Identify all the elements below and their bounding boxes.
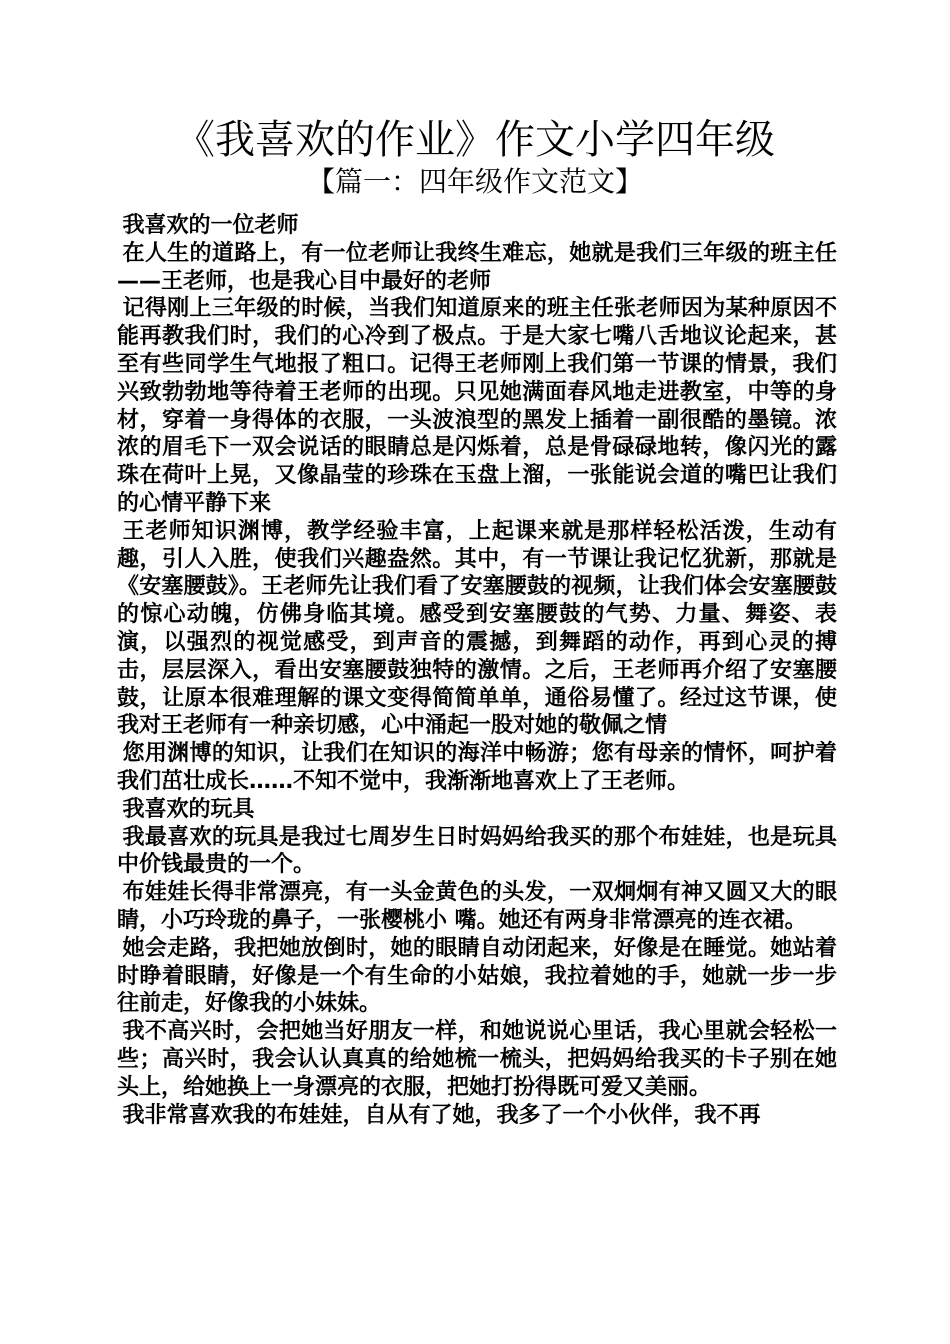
- document-title: 《我喜欢的作业》作文小学四年级: [175, 117, 775, 163]
- paragraph: 我不高兴时，会把她当好朋友一样，和她说说心里话，我心里就会轻松一些；高兴时，我会认认真真的给她梳一梳头，把妈妈给我买的卡子别在她头上，给她换上一身漂亮的衣服，把她打扮得既可爱又美丽。: [117, 1019, 837, 1100]
- document-subtitle: 【篇一：四年级作文范文】: [306, 165, 643, 198]
- section-heading-teacher: 我喜欢的一位老师: [122, 213, 299, 238]
- paragraph: 记得刚上三年级的时候，当我们知道原来的班主任张老师因为某种原因不能再教我们时，我们的心冷到了极点。于是大家七嘴八舌地议论起来，甚至有些同学生气地报了粗口。记得王老师刚上我们第一节课的情景，我们兴致勃勃地等待着王老师的出现。只见她满面春风地走进教室，中等的身材，穿着一身得体的衣服，一头波浪型的黑发上插着一副很酷的墨镜。浓浓的眉毛下一双会说话的眼睛总是闪烁着，总是骨碌碌地转，像闪光的露珠在荷叶上晃，又像晶莹的珍珠在玉盘上溜，一张能说会道的嘴巴让我们的心情平静下来: [117, 296, 837, 516]
- paragraph: 王老师知识渊博，教学经验丰富，上起课来就是那样轻松活泼，生动有趣，引人入胜，使我们兴趣盎然。其中，有一节课让我记忆犹新，那就是《安塞腰鼓》。王老师先让我们看了安塞腰鼓的视频，让我们体会安塞腰鼓的惊心动魄，仿佛身临其境。感受到安塞腰鼓的气势、力量、舞姿、表演，以强烈的视觉感受，到声音的震撼，到舞蹈的动作，再到心灵的搏击，层层深入，看出安塞腰鼓独特的激情。之后，王老师再介绍了安塞腰鼓，让原本很难理解的课文变得简简单单，通俗易懂了。经过这节课，使我对王老师有一种亲切感，心中涌起一股对她的敬佩之情: [117, 518, 837, 739]
- document-body: [117, 212, 837, 1129]
- paragraph: 她会走路，我把她放倒时，她的眼睛自动闭起来，好像是在睡觉。她站着时睁着眼睛，好像是一个有生命的小姑娘，我拉着她的手，她就一步一步往前走，好像我的小妹妹。: [117, 935, 837, 1017]
- paragraph: 在人生的道路上，有一位老师让我终生难忘，她就是我们三年级的班主任——王老师，也是我心目中最好的老师: [117, 240, 837, 294]
- paragraph: 我最喜欢的玩具是我过七周岁生日时妈妈给我买的那个布娃娃，也是玩具中价钱最贵的一个。: [117, 824, 837, 878]
- paragraph: 我非常喜欢我的布娃娃，自从有了她，我多了一个小伙伴，我不再: [122, 1102, 761, 1128]
- paragraph: 您用渊博的知识，让我们在知识的海洋中畅游；您有母亲的情怀，呵护着我们茁壮成长……不知不觉中，我渐渐地喜欢上了王老师。: [117, 741, 837, 794]
- paragraph: 布娃娃长得非常漂亮，有一头金黄色的头发，一双炯炯有神又圆又大的眼睛，小巧玲珑的鼻子，一张樱桃小 嘴。她还有两身非常漂亮的连衣裙。: [117, 880, 837, 933]
- section-heading-toy: 我喜欢的玩具: [122, 796, 255, 822]
